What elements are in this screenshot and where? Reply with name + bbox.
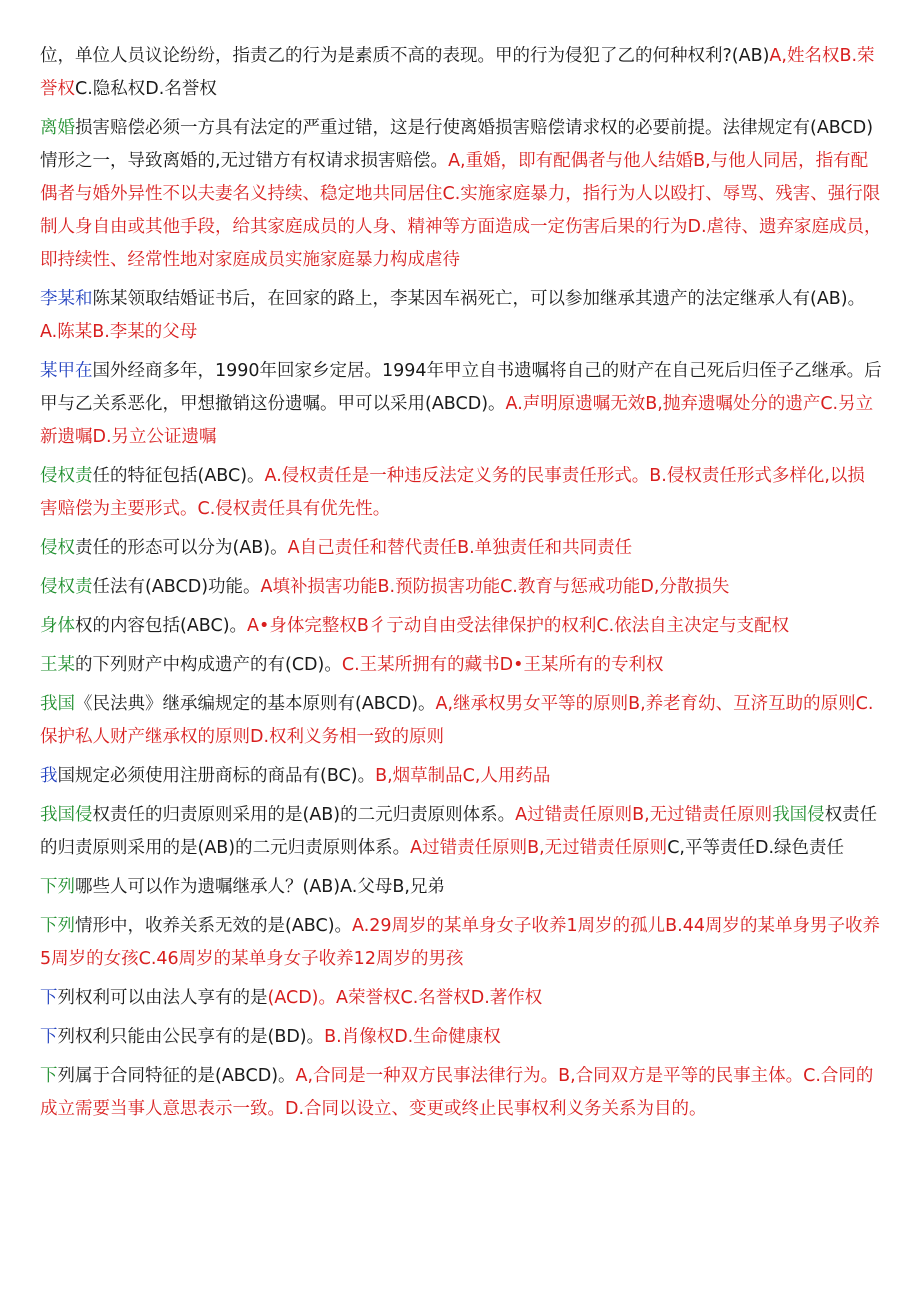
answer-text: A填补损害功能B.预防损害功能C.教育与惩戒功能D,分散损失 xyxy=(260,577,730,597)
answer-text: A过错责任原则B,无过错责任原则 xyxy=(515,805,773,825)
question-paragraph xyxy=(40,610,882,643)
question-text: 位，单位人员议论纷纷，指责乙的行为是素质不高的表现。甲的行为侵犯了乙的何种权利?(AB) xyxy=(40,46,770,66)
question-text: 权责任的归责原则采用的是(AB)的二元归责原则体系。 xyxy=(92,805,516,825)
question-paragraph xyxy=(40,871,882,904)
answer-text: A.陈某B.李某的父母 xyxy=(40,322,198,342)
question-paragraph xyxy=(40,1021,882,1054)
question-lead: 下 xyxy=(40,988,58,1008)
question-text: 情形中，收养关系无效的是(ABC)。 xyxy=(75,916,353,936)
question-lead: 王某 xyxy=(40,655,75,675)
question-text: 任法有(ABCD)功能。 xyxy=(92,577,261,597)
question-paragraph xyxy=(40,355,882,454)
question-lead: 我国侵 xyxy=(40,805,93,825)
question-paragraph xyxy=(40,760,882,793)
question-text: 列属于合同特征的是(ABCD)。 xyxy=(57,1066,296,1086)
answer-text: B,烟草制品C,人用药品 xyxy=(375,766,551,786)
question-lead: 下 xyxy=(40,1066,58,1086)
answer-text: A,姓名权B.荣誉权 xyxy=(40,46,875,99)
question-lead: 离婚 xyxy=(40,118,75,138)
question-paragraph xyxy=(40,1060,882,1126)
question-text: 损害赔偿必须一方具有法定的严重过错，这是行使离婚损害赔偿请求权的必要前提。法律规定有(ABCD)情形之一，导致离婚的,无过错方有权请求损害赔偿。 xyxy=(40,118,874,171)
answer-text: (ACD)。A荣誉权C.名誉权D.著作权 xyxy=(267,988,543,1008)
question-paragraph xyxy=(40,460,882,526)
question-paragraph xyxy=(40,982,882,1015)
question-paragraph xyxy=(40,688,882,754)
answer-text: A•身体完整权B彳亍动自由受法律保护的权利C.依法自主决定与支配权 xyxy=(247,616,790,636)
question-text: 《民法典》继承编规定的基本原则有(ABCD)。 xyxy=(75,694,436,714)
question-paragraph xyxy=(40,40,882,106)
question-lead: 下 xyxy=(40,1027,58,1047)
question-text: 列权利可以由法人享有的是 xyxy=(57,988,268,1008)
question-text: 任的特征包括(ABC)。 xyxy=(92,466,265,486)
question-paragraph xyxy=(40,532,882,565)
answer-text-repeat: A过错责任原则B,无过错责任原则 xyxy=(410,838,668,858)
question-paragraph xyxy=(40,910,882,976)
answer-text: C.王某所拥有的藏书D•王某所有的专利权 xyxy=(341,655,664,675)
question-text: 国外经商多年，1990年回家乡定居。1994年甲立自书遗嘱将自己的财产在自己死后归侄子乙继承。后甲与乙关系恶化，甲想撤销这份遗嘱。甲可以采用(ABCD)。 xyxy=(40,361,882,414)
answer-text: A.侵权责任是一种违反法定义务的民事责任形式。B.侵权责任形式多样化,以损害赔偿为主要形式。C.侵权责任具有优先性。 xyxy=(40,466,865,519)
question-lead: 身体 xyxy=(40,616,75,636)
question-options: C.隐私权D.名誉权 xyxy=(75,79,217,99)
answer-text: A,继承权男女平等的原则B,养老育幼、互济互助的原则C.保护私人财产继承权的原则D.权利义务相一致的原则 xyxy=(40,694,874,747)
answer-text: A,重婚，即有配偶者与他人结婚B,与他人同居，指有配偶者与婚外异性不以夫妻名义持续、稳定地共同居住C.实施家庭暴力，指行为人以殴打、辱骂、残害、强行限制人身自由或其他手段，给其家庭成员的人身、精神等方面造成一定伤害后果的行为D.虐待、遗弃家庭成员，即持续性、经常性地对家庭成员实施家庭暴力构成虐待 xyxy=(40,151,882,270)
question-text: 陈某领取结婚证书后，在回家的路上，李某因车祸死亡，可以参加继承其遗产的法定继承人有(AB)。 xyxy=(92,289,866,309)
question-lead: 李某和 xyxy=(40,289,93,309)
question-lead: 下列 xyxy=(40,877,75,897)
question-lead: 侵权责 xyxy=(40,577,93,597)
question-lead: 侵权 xyxy=(40,538,75,558)
question-paragraph xyxy=(40,799,882,865)
answer-text: A.29周岁的某单身女子收养1周岁的孤儿B.44周岁的某单身男子收养5周岁的女孩C.46周岁的某单身女子收养12周岁的男孩 xyxy=(40,916,881,969)
question-text: 列权利只能由公民享有的是(BD)。 xyxy=(57,1027,325,1047)
question-paragraph xyxy=(40,571,882,604)
question-text: 哪些人可以作为遗嘱继承人？(AB)A.父母B,兄弟 xyxy=(75,877,445,897)
question-paragraph xyxy=(40,112,882,277)
question-text-repeat: 权责任的归责原则采用的是(AB)的二元归责原则体系。 xyxy=(40,805,878,858)
question-lead: 下列 xyxy=(40,916,75,936)
question-options: C,平等责任D.绿色责任 xyxy=(667,838,845,858)
answer-text: A.声明原遗嘱无效B,抛弃遗嘱处分的遗产C.另立新遗嘱D.另立公证遗嘱 xyxy=(40,394,874,447)
answer-text: A自己责任和替代责任B.单独责任和共同责任 xyxy=(287,538,633,558)
answer-text: B.肖像权D.生命健康权 xyxy=(324,1027,501,1047)
question-lead: 某甲在 xyxy=(40,361,93,381)
question-lead-repeat: 我国侵 xyxy=(772,805,825,825)
question-lead: 我 xyxy=(40,766,58,786)
question-text: 国规定必须使用注册商标的商品有(BC)。 xyxy=(57,766,376,786)
question-paragraph xyxy=(40,649,882,682)
question-text: 权的内容包括(ABC)。 xyxy=(75,616,248,636)
question-paragraph xyxy=(40,283,882,349)
question-text: 的下列财产中构成遗产的有(CD)。 xyxy=(75,655,342,675)
answer-text: A,合同是一种双方民事法律行为。B,合同双方是平等的民事主体。C.合同的成立需要当事人意思表示一致。D.合同以设立、变更或终止民事权利义务关系为目的。 xyxy=(40,1066,874,1119)
question-lead: 侵权责 xyxy=(40,466,93,486)
question-text: 责任的形态可以分为(AB)。 xyxy=(75,538,288,558)
question-lead: 我国 xyxy=(40,694,75,714)
